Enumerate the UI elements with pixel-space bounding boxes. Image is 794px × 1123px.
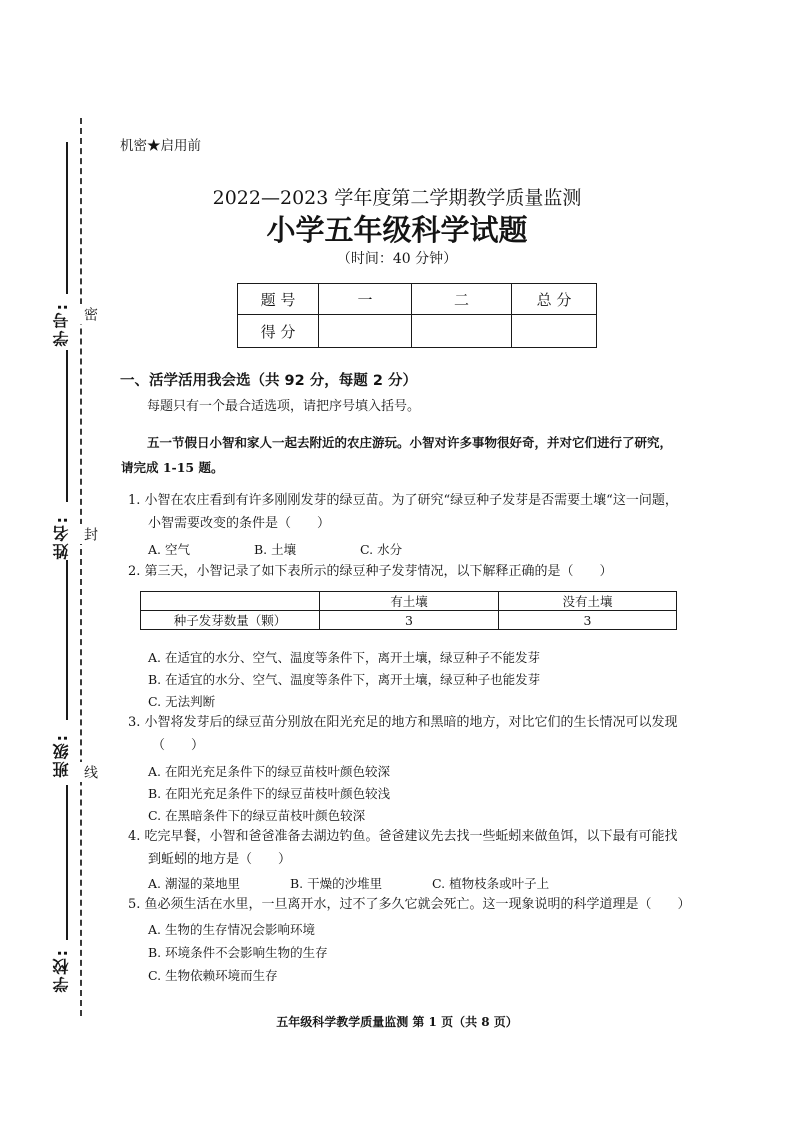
section-instruction: 每题只有一个最合适选项，请把序号填入括号。 (147, 399, 421, 414)
q4-option-a[interactable]: A. 潮湿的菜地里 (148, 876, 240, 891)
q2-option-b[interactable]: B. 在适宜的水分、空气、温度等条件下，离开土壤，绿豆种子也能发芽 (148, 672, 541, 687)
q5-option-b[interactable]: B. 环境条件不会影响生物的生存 (148, 945, 328, 960)
name-label: 姓名: (52, 515, 71, 560)
q3-option-c[interactable]: C. 在黑暗条件下的绿豆苗枝叶颜色较深 (148, 808, 366, 823)
germination-table (140, 591, 677, 630)
score-table-header: 总 分 (512, 284, 597, 315)
q3-option-b[interactable]: B. 在阳光充足条件下的绿豆苗枝叶颜色较浅 (148, 786, 391, 801)
score-cell[interactable] (412, 315, 512, 348)
score-table-header: 一 (319, 284, 412, 315)
germination-header (141, 592, 320, 611)
germination-row-label: 种子发芽数量（颗） (141, 611, 320, 630)
question-1-cont: 小智需要改变的条件是（ ） (148, 516, 331, 531)
seal-char-xian: 线 (80, 762, 100, 782)
seal-char-mi: 密 (80, 304, 100, 324)
school-label: 学校: (52, 948, 71, 993)
time-note: （时间：40 分钟） (336, 251, 458, 267)
class-label: 班级: (52, 733, 71, 778)
score-cell[interactable] (512, 315, 597, 348)
exam-title: 2022—2023 学年度第二学期教学质量监测 (212, 187, 582, 209)
subject-title: 小学五年级科学试题 (266, 213, 528, 247)
score-table-header: 二 (412, 284, 512, 315)
question-4: 4. 吃完早餐，小智和爸爸准备去湖边钓鱼。爸爸建议先去找一些蚯蚓来做鱼饵，以下最有可能找 (128, 829, 678, 844)
scenario-intro: 五一节假日小智和家人一起去附近的农庄游玩。小智对许多事物很好奇，并对它们进行了研究， (147, 435, 673, 450)
q1-option-a[interactable]: A. 空气 (148, 542, 190, 557)
q4-option-b[interactable]: B. 干燥的沙堆里 (290, 876, 383, 891)
q3-option-a[interactable]: A. 在阳光充足条件下的绿豆苗枝叶颜色较深 (148, 764, 390, 779)
score-row-label: 得 分 (238, 315, 319, 348)
q2-option-c[interactable]: C. 无法判断 (148, 694, 216, 709)
binding-line-2 (66, 350, 68, 502)
seal-char-feng: 封 (80, 524, 100, 544)
question-4-cont: 到蚯蚓的地方是（ ） (148, 852, 292, 867)
page-footer: 五年级科学教学质量监测 第 1 页（共 8 页） (276, 1015, 518, 1029)
q1-option-b[interactable]: B. 土壤 (254, 542, 297, 557)
germination-header: 没有土壤 (499, 592, 677, 611)
germination-value: 3 (499, 611, 677, 630)
question-5: 5. 鱼必须生活在水里，一旦离开水，过不了多久它就会死亡。这一现象说明的科学道理是（ ） (128, 897, 691, 912)
germination-header: 有土壤 (320, 592, 499, 611)
section-heading: 一、活学活用我会选（共 92 分，每题 2 分） (120, 373, 417, 389)
binding-line-3 (66, 560, 68, 720)
q1-option-c[interactable]: C. 水分 (360, 542, 403, 557)
question-1: 1. 小智在农庄看到有许多刚刚发芽的绿豆苗。为了研究“绿豆种子发芽是否需要土壤“这一问题， (128, 493, 678, 508)
question-3: 3. 小智将发芽后的绿豆苗分别放在阳光充足的地方和黑暗的地方，对比它们的生长情况可以发现 (128, 715, 678, 730)
question-3-cont: （ ） (152, 738, 205, 753)
score-cell[interactable] (319, 315, 412, 348)
scenario-intro: 请完成 1-15 题。 (121, 460, 224, 475)
germination-value: 3 (320, 611, 499, 630)
confidential-mark: 机密★启用前 (120, 138, 201, 154)
q2-option-a[interactable]: A. 在适宜的水分、空气、温度等条件下，离开土壤，绿豆种子不能发芽 (148, 650, 540, 665)
question-2: 2. 第三天，小智记录了如下表所示的绿豆种子发芽情况，以下解释正确的是（ ） (128, 564, 613, 579)
q4-option-c[interactable]: C. 植物枝条或叶子上 (432, 876, 550, 891)
binding-line-4 (66, 785, 68, 940)
student-id-label: 学号: (52, 302, 71, 347)
score-table-header: 题 号 (238, 284, 319, 315)
q5-option-a[interactable]: A. 生物的生存情况会影响环境 (148, 922, 315, 937)
q5-option-c[interactable]: C. 生物依赖环境而生存 (148, 968, 278, 983)
score-table (237, 283, 597, 348)
